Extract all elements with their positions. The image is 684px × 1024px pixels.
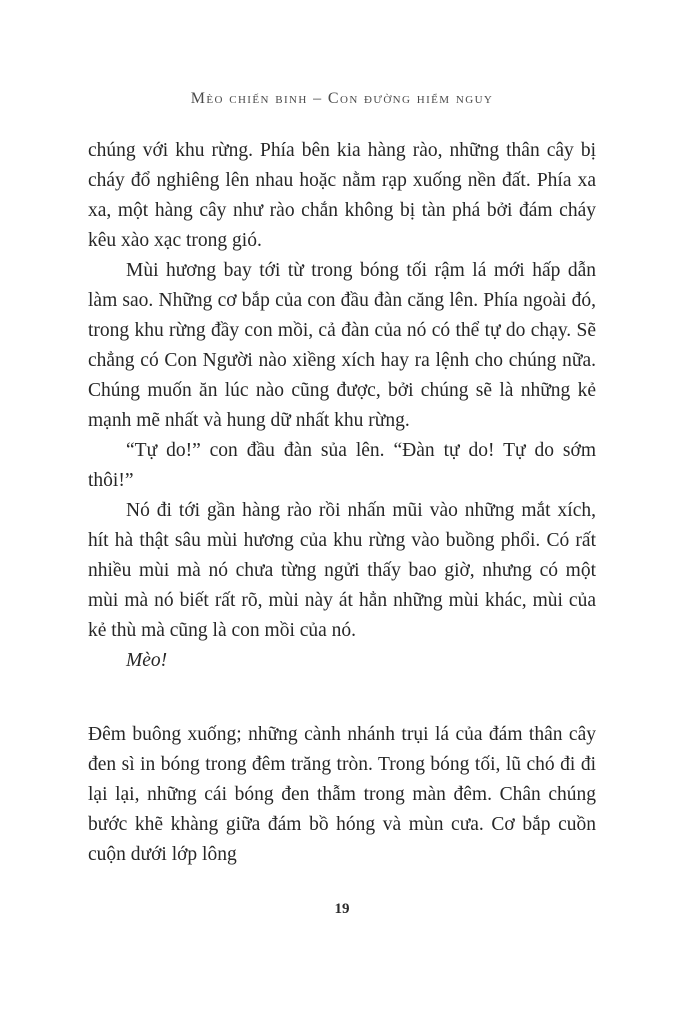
paragraph: Đêm buông xuống; những cành nhánh trụi lá của đám thân cây đen sì in bóng trong đêm trăng tròn. Trong bóng tối, lũ chó đi đi lại lại, những cái bóng đen thẫm trong màn đêm. Chân chúng bước khẽ khàng giữa đám bồ hóng và mùn cưa. Cơ bắp cuồn cuộn dưới lớp lông: [88, 724, 596, 865]
paragraph: Mèo!: [126, 650, 168, 671]
paragraph: Mùi hương bay tới từ trong bóng tối rậm lá mới hấp dẫn làm sao. Những cơ bắp của con đầu đàn căng lên. Phía ngoài đó, trong khu rừng đầy con mồi, cả đàn của nó có thể tự do chạy. Sẽ chẳng có Con Người nào xiềng xích hay ra lệnh cho chúng nữa. Chúng muốn ăn lúc nào cũng được, bởi chúng sẽ là những kẻ mạnh mẽ nhất và hung dữ nhất khu rừng.: [88, 260, 596, 431]
running-header: Mèo chiến binh – Con đường hiểm nguy: [190, 90, 494, 107]
page-body: [88, 136, 596, 870]
paragraph: Nó đi tới gần hàng rào rồi nhấn mũi vào những mắt xích, hít hà thật sâu mùi hương của khu rừng vào buồng phổi. Có rất nhiều mùi mà nó chưa từng ngửi thấy bao giờ, nhưng có một mùi mà nó biết rất rõ, mùi này át hẳn những mùi khác, mùi của kẻ thù mà cũng là con mồi của nó.: [88, 500, 596, 641]
page-number: 19: [334, 901, 350, 917]
paragraph: chúng với khu rừng. Phía bên kia hàng rào, những thân cây bị cháy đổ nghiêng lên nhau hoặc nằm rạp xuống nền đất. Phía xa xa, một hàng cây như rào chắn không bị tàn phá bởi đám cháy kêu xào xạc trong gió.: [88, 140, 596, 251]
paragraph: “Tự do!” con đầu đàn sủa lên. “Đàn tự do! Tự do sớm thôi!”: [88, 440, 596, 491]
